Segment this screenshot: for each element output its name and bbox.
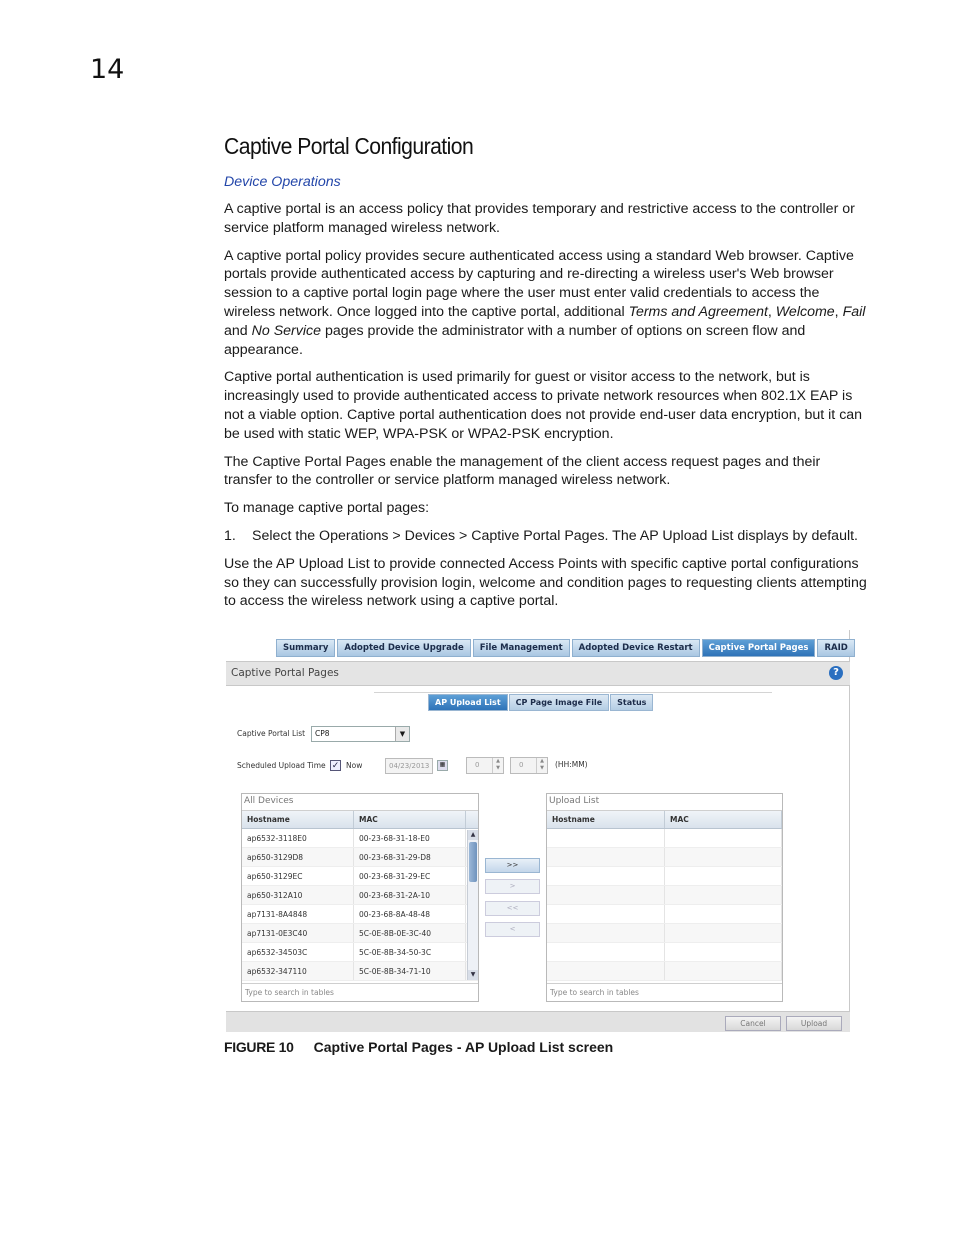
paragraph-manage: To manage captive portal pages: [224, 500, 430, 517]
chapter-number: 14 [90, 54, 125, 85]
paragraph-authentication: Captive portal authentication is used primarily for guest or visitor access to the network, but is increasingly used to provide authenticated access to private network resources when 802.1X EAP is not a viable option. Captive portal authentication does not provide end-user data encryption, but it can be used with static WEP, WPA-PSK or WPA2-PSK encryption. [224, 369, 863, 442]
list-item [547, 886, 782, 905]
device-operations-link[interactable]: Device Operations [224, 174, 341, 190]
figure-text: Captive Portal Pages - AP Upload List screen [313, 1039, 614, 1055]
all-devices-search-input[interactable]: Type to search in tables [242, 983, 478, 1001]
list-item [547, 962, 782, 981]
upload-list-caption: Upload List [547, 794, 782, 811]
tab-captive-portal-pages[interactable]: Captive Portal Pages [702, 639, 816, 657]
column-hostname[interactable]: Hostname [242, 811, 354, 828]
date-field[interactable]: 04/23/2013 [385, 758, 433, 774]
footer-bar [226, 1011, 850, 1032]
minute-value: 0 [519, 761, 524, 769]
captive-portal-list-select[interactable] [311, 726, 410, 742]
move-right-button[interactable]: > [485, 879, 540, 894]
upload-list-search-input[interactable]: Type to search in tables [547, 983, 782, 1001]
all-devices-list [241, 793, 479, 1002]
paragraph-intro: A captive portal is an access policy that provides temporary and restrictive access to the controller or service platform managed wireless network. [224, 201, 855, 236]
main-content [224, 133, 872, 620]
help-icon[interactable]: ? [829, 666, 843, 680]
list-item [547, 905, 782, 924]
screenshot-figure [226, 630, 850, 1032]
subtabs [428, 694, 654, 711]
column-mac[interactable]: MAC [665, 811, 782, 828]
table-row[interactable]: ap650-3129EC 00-23-68-31-29-EC [242, 867, 478, 886]
cancel-button[interactable]: Cancel [725, 1016, 781, 1031]
now-checkbox[interactable]: ✓ [331, 761, 340, 771]
table-row[interactable]: ap6532-3118E0 00-23-68-31-18-E0 [242, 829, 478, 848]
list-item [547, 829, 782, 848]
stepper-arrows-icon[interactable]: ▲ ▼ [536, 758, 547, 773]
scheduled-upload-label: Scheduled Upload Time [237, 761, 326, 770]
move-all-right-button[interactable]: >> [485, 858, 540, 873]
table-row[interactable]: ap7131-8A4848 00-23-68-8A-48-48 [242, 905, 478, 924]
section-title: Captive Portal Configuration [224, 133, 474, 159]
divider [374, 692, 772, 693]
hour-stepper[interactable] [466, 757, 504, 774]
chevron-down-icon[interactable]: ▼ [395, 727, 409, 741]
stepper-arrows-icon[interactable]: ▲ ▼ [492, 758, 503, 773]
list-item [547, 867, 782, 886]
figure-caption [224, 1039, 613, 1055]
panel-title: Captive Portal Pages [231, 667, 339, 679]
step-1: 1. Select the Operations > Devices > Captive Portal Pages. The AP Upload List displays by default. [224, 527, 858, 544]
tab-file-management[interactable]: File Management [473, 639, 570, 657]
panel-header [226, 661, 850, 686]
table-row[interactable]: ap650-312A10 00-23-68-31-2A-10 [242, 886, 478, 905]
table-row[interactable]: ap650-3129D8 00-23-68-31-29-D8 [242, 848, 478, 867]
move-all-left-button[interactable]: << [485, 901, 540, 916]
now-label: Now [346, 761, 363, 770]
captive-portal-list-value: CP8 [315, 729, 330, 738]
upload-button[interactable]: Upload [786, 1016, 842, 1031]
figure-number: FIGURE 10 [224, 1039, 294, 1055]
move-left-button[interactable]: < [485, 922, 540, 937]
paragraph-pages: The Captive Portal Pages enable the management of the client access request pages and their transfer to the controller or service platform managed wireless network. [224, 453, 821, 489]
operations-tabbar [276, 639, 857, 657]
all-devices-caption: All Devices [242, 794, 478, 811]
scrollbar[interactable] [467, 830, 478, 980]
list-item [547, 924, 782, 943]
upload-list-header [547, 811, 782, 829]
list-item [547, 848, 782, 867]
tab-adopted-device-restart[interactable]: Adopted Device Restart [572, 639, 700, 657]
table-row[interactable]: ap6532-347110 5C-0E-8B-34-71-10 [242, 962, 478, 981]
subtab-status[interactable]: Status [610, 694, 653, 711]
column-hostname[interactable]: Hostname [547, 811, 665, 828]
hour-value: 0 [475, 761, 480, 769]
tab-raid[interactable]: RAID [817, 639, 854, 657]
subtab-cp-page-image-file[interactable]: CP Page Image File [509, 694, 610, 711]
table-row[interactable]: ap7131-0E3C40 5C-0E-8B-0E-3C-40 [242, 924, 478, 943]
scroll-down-icon[interactable]: ▼ [468, 970, 478, 980]
all-devices-rows [242, 829, 478, 981]
column-mac[interactable]: MAC [354, 811, 466, 828]
table-row[interactable]: ap6532-34503C 5C-0E-8B-34-50-3C [242, 943, 478, 962]
upload-list-rows [547, 829, 782, 981]
minute-stepper[interactable] [510, 757, 548, 774]
upload-list [546, 793, 783, 1002]
paragraph-upload-list: Use the AP Upload List to provide connected Access Points with specific captive portal configurations so they can successfully provision login, welcome and condition pages to requesting clients attempting to access the wireless network using a captive portal. [224, 555, 867, 610]
time-format-label: (HH:MM) [555, 760, 588, 769]
tab-adopted-device-upgrade[interactable]: Adopted Device Upgrade [337, 639, 470, 657]
tab-summary[interactable]: Summary [276, 639, 335, 657]
all-devices-header [242, 811, 478, 829]
subtab-ap-upload-list[interactable]: AP Upload List [428, 694, 508, 711]
scroll-thumb[interactable] [469, 842, 477, 882]
scroll-up-icon[interactable]: ▲ [468, 830, 478, 840]
paragraph-policy: A captive portal policy provides secure authenticated access using a standard Web browser. Captive portals provide authenticated access by capturing and re-directing a wireless user's Web browser session to a captive portal login page where the user must enter valid credentials to access the wireless network. Once logged into the captive portal, additional Terms and Agreement, Welcome, Fail and No Service pages provide the administrator with a number of options on screen flow and appearance. [224, 247, 866, 358]
calendar-icon[interactable]: ▦ [437, 760, 448, 771]
captive-portal-list-label: Captive Portal List [237, 729, 306, 738]
list-item [547, 943, 782, 962]
